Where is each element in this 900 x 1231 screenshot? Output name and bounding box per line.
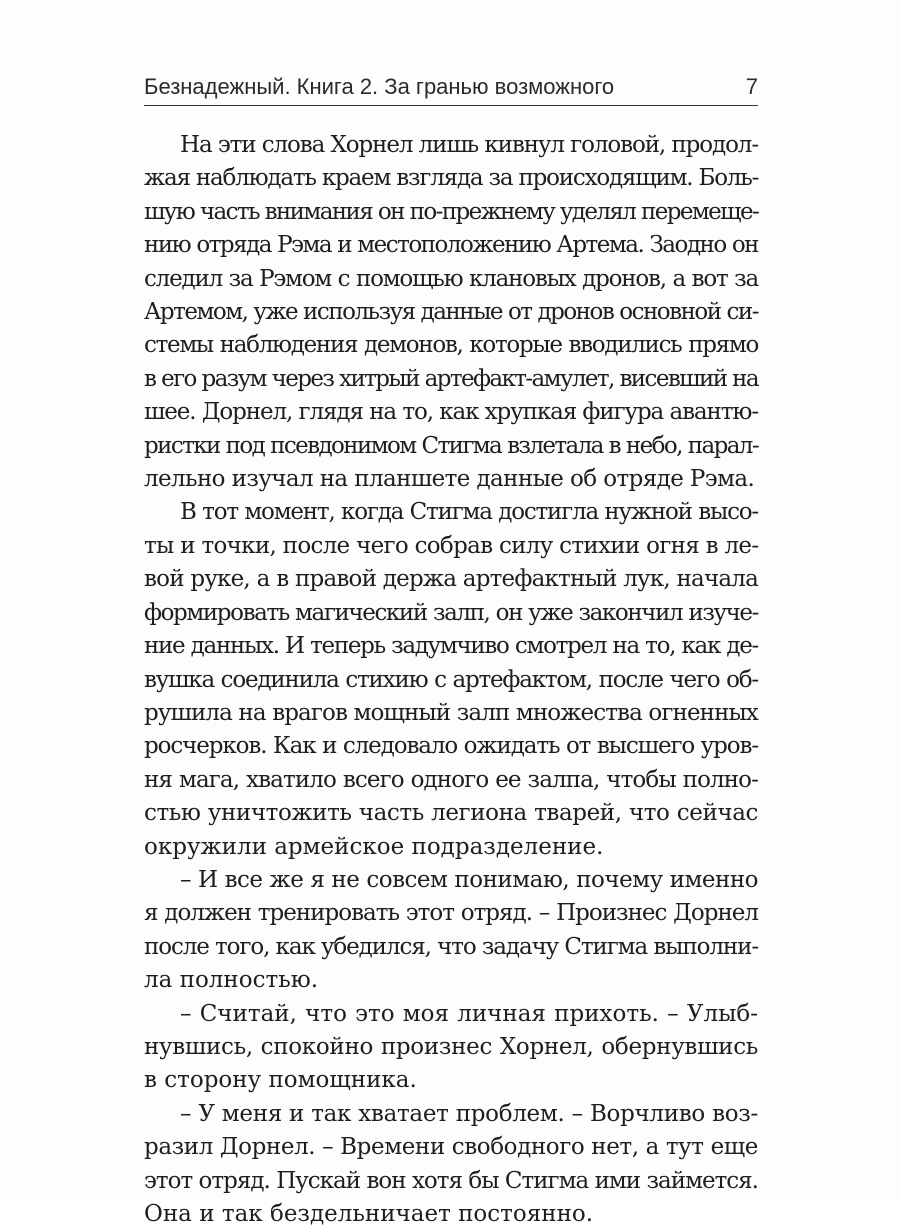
text-line: В тот момент, когда Стигма достигла нужной высо- (180, 499, 758, 526)
text-line: следил за Рэмом с помощью клановых дронов, а вот за (144, 265, 758, 292)
text-line: нувшись, спокойно произнес Хорнел, обернувшись (144, 1033, 758, 1060)
text-line: росчерков. Как и следовало ожидать от высшего уров- (144, 733, 758, 760)
paragraph (144, 129, 758, 496)
text-line: шее. Дорнел, глядя на то, как хрупкая фигура авантю- (144, 399, 758, 426)
text-line: разил Дорнел. – Времени свободного нет, а тут еще (144, 1134, 758, 1161)
header-rule (144, 105, 758, 106)
text-line: ты и точки, после чего собрав силу стихии огня в ле- (144, 532, 759, 559)
text-line: в сторону помощника. (144, 1067, 417, 1094)
paragraph (144, 998, 758, 1098)
page-number: 7 (745, 74, 758, 99)
text-line: – И все же я не совсем понимаю, почему именно (180, 866, 758, 893)
text-line: ние данных. И теперь задумчиво смотрел на то, как де- (144, 633, 758, 660)
body-text (144, 129, 758, 1231)
text-line: шую часть внимания он по-прежнему уделял перемеще- (144, 198, 759, 225)
text-line: вой руке, а в правой держа артефактный лук, начала (144, 566, 758, 593)
text-line: – У меня и так хватает проблем. – Ворчливо воз- (180, 1100, 758, 1127)
text-line: ня мага, хватило всего одного ее залпа, чтобы полно- (144, 766, 758, 793)
text-line: нию отряда Рэма и местоположению Артема. Заодно он (144, 232, 758, 259)
running-head (144, 74, 758, 104)
text-line: ристки под псевдонимом Стигма взлетала в небо, парал- (144, 432, 758, 459)
text-line: стемы наблюдения демонов, которые вводились прямо (144, 332, 758, 359)
text-line: стью уничтожить часть легиона тварей, что сейчас (144, 800, 758, 827)
text-line: жая наблюдать краем взгляда за происходящим. Боль- (144, 165, 759, 192)
text-line: окружили армейское подразделение. (144, 833, 604, 860)
text-line: вушка соединила стихию с артефактом, после чего об- (144, 666, 758, 693)
text-line: я должен тренировать этот отряд. – Произнес Дорнел (144, 900, 758, 927)
text-line: этот отряд. Пускай вон хотя бы Стигма ими займется. (144, 1167, 758, 1194)
text-line: – Считай, что это моя личная прихоть. – Улыб- (180, 1000, 758, 1027)
text-line: лельно изучал на планшете данные об отряде Рэма. (144, 466, 755, 493)
text-line: формировать магический залп, он уже закончил изуче- (144, 599, 758, 626)
text-line: ла полностью. (144, 967, 319, 994)
text-line: Артемом, уже используя данные от дронов основной си- (144, 299, 758, 326)
paragraph (144, 1098, 758, 1231)
paragraph (144, 496, 758, 863)
text-line: На эти слова Хорнел лишь кивнул головой, продол- (180, 132, 758, 158)
text-line: рушила на врагов мощный залп множества огненных (144, 699, 758, 726)
running-title: Безнадежный. Книга 2. За гранью возможного (144, 74, 615, 99)
text-line: Она и так бездельничает постоянно. (144, 1201, 594, 1227)
text-line: после того, как убедился, что задачу Стигма выполни- (144, 933, 758, 960)
text-line: в его разум через хитрый артефакт-амулет, висевший на (144, 365, 758, 392)
paragraph (144, 864, 758, 998)
